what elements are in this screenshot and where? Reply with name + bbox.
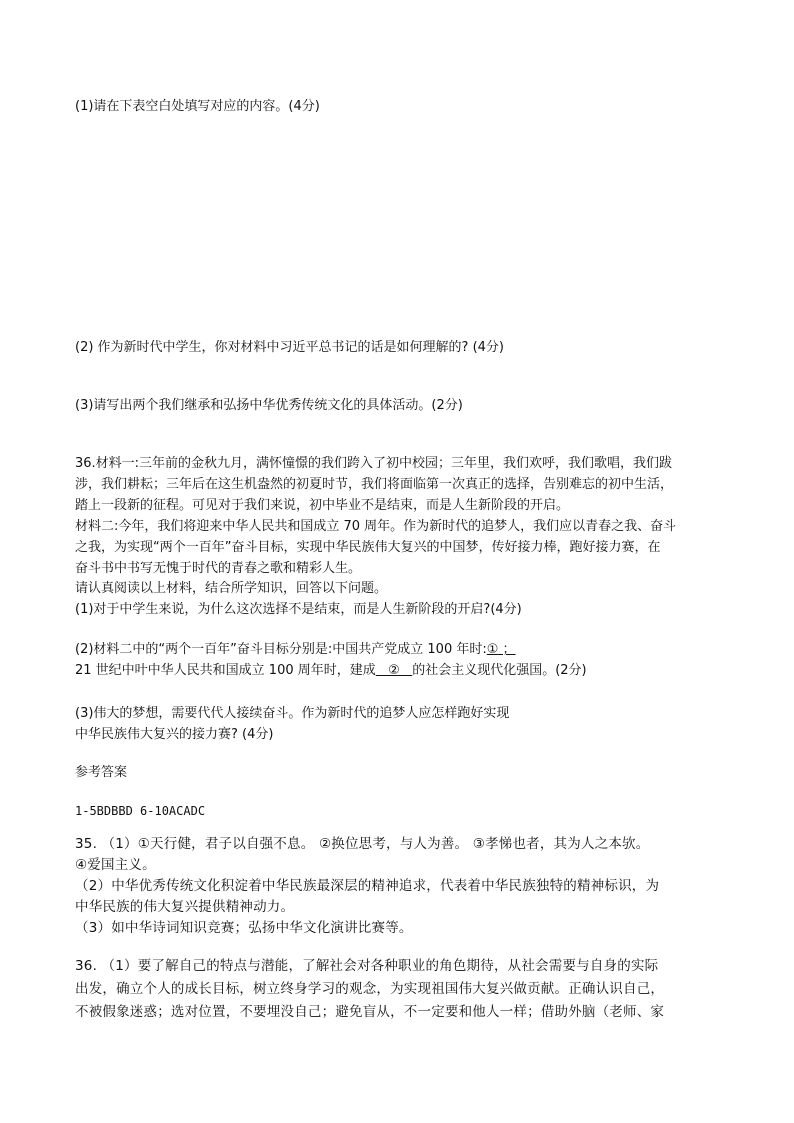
- q35-sub2: (2) 作为新时代中学生，你对材料中习近平总书记的话是如何理解的? (4分): [75, 340, 504, 355]
- q36-material1-line: 36.材料一:三年前的金秋九月，满怀憧憬的我们跨入了初中校园；三年里，我们欢呼，我们歌唱，我们跋: [75, 456, 673, 471]
- answers-heading: 参考答案: [75, 765, 128, 780]
- q36-material2-line: 之我，为实现“两个一百年”奋斗目标，实现中华民族伟大复兴的中国梦，传好接力棒，跑好接力赛，在: [75, 540, 661, 555]
- q36-sub2-blank1: ① ；: [486, 642, 516, 657]
- q36-sub3-line1: (3)伟大的梦想，需要代代人接续奋斗。作为新时代的追梦人应怎样跑好实现: [75, 706, 510, 721]
- q35-sub1: (1)请在下表空白处填写对应的内容。(4分): [75, 99, 320, 114]
- q36-sub2-text: (2)材料二中的“两个一百年”奋斗目标分别是:中国共产党成立 100 年时:: [75, 642, 487, 657]
- q36-sub2-text-b: 的社会主义现代化强国。(2分): [412, 663, 587, 678]
- q36-sub2-text-a: 21 世纪中叶中华人民共和国成立 100 周年时，建成: [75, 663, 376, 678]
- answer-35-line: （3）如中华诗词知识竞赛；弘扬中华文化演讲比赛等。: [75, 920, 413, 936]
- q36-sub2-line2: [75, 662, 587, 680]
- q35-sub3: (3)请写出两个我们继承和弘扬中华优秀传统文化的具体活动。(2分): [75, 398, 463, 413]
- answer-36-line: 出发，确立个人的成长目标，树立终身学习的观念，为实现祖国伟大复兴做贡献。正确认识自己，: [75, 981, 665, 997]
- q36-instruction: 请认真阅读以上材料，结合所学知识，回答以下问题。: [75, 581, 388, 596]
- answer-36-line: 36. （1）要了解自己的特点与潜能，了解社会对各种职业的角色期待，从社会需要与自身的实际: [75, 958, 659, 974]
- answer-35-line: ④爱国主义。: [75, 857, 156, 873]
- answer-36-line: 不被假象迷惑；选对位置，不要埋没自己；避免盲从，不一定要和他人一样；借助外脑（老师、家: [75, 1004, 665, 1020]
- q36-material1-line: 涉，我们耕耘；三年后在这生机盎然的初夏时节，我们将面临第一次真正的选择，告别难忘的初中生活，: [75, 477, 674, 492]
- q36-material2-line: 奋斗书中书写无愧于时代的青春之歌和精彩人生。: [75, 561, 362, 576]
- q36-material1-line: 踏上一段新的征程。可见对于我们来说，初中毕业不是结束，而是人生新阶段的开启。: [75, 498, 570, 513]
- q36-sub1: (1)对于中学生来说，为什么这次选择不是结束，而是人生新阶段的开启?(4分): [75, 602, 522, 617]
- answer-35-line: （2）中华优秀传统文化积淀着中华民族最深层的精神追求，代表着中华民族独特的精神标识，为: [75, 878, 660, 894]
- answers-choice: 1-5BDBBD 6-10ACADC: [75, 804, 206, 818]
- q36-sub2-blank2: ②: [375, 663, 413, 678]
- q36-sub3-line2: 中华民族伟大复兴的接力赛? (4分): [75, 727, 274, 742]
- answer-35-line: 35. （1）①天行健，君子以自强不息。 ②换位思考，与人为善。 ③孝悌也者，其为人之本欤。: [75, 836, 650, 852]
- q36-material2-line: 材料二:今年，我们将迎来中华人民共和国成立 70 周年。作为新时代的追梦人，我们应以青春之我、奋斗: [75, 519, 677, 534]
- q36-sub2-line1: [75, 641, 516, 659]
- answer-35-line: 中华民族的伟大复兴提供精神动力。: [75, 899, 295, 915]
